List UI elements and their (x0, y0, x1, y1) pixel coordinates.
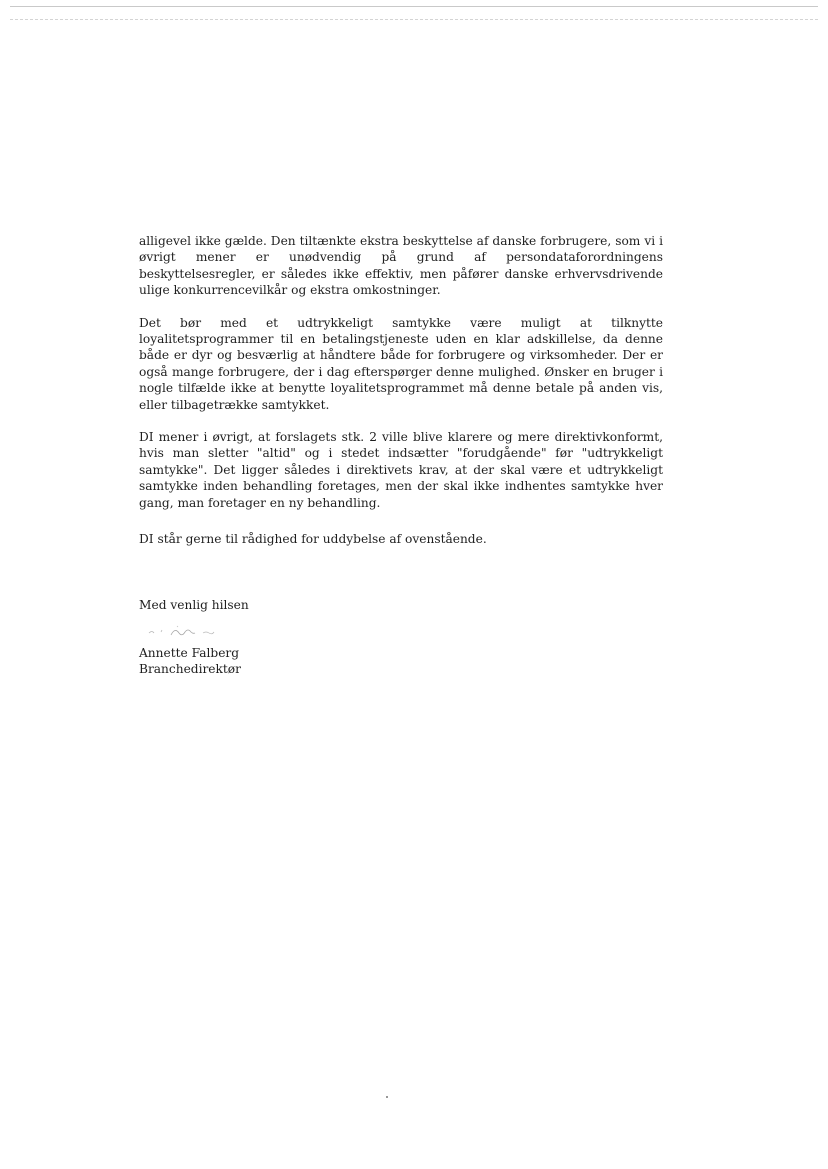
signer-block (139, 645, 241, 678)
greeting: Med venlig hilsen (139, 598, 249, 612)
paragraph-2: Det bør med et udtrykkeligt samtykke være muligt at tilknytte loyalitetsprogrammer til en betalingstjeneste uden en klar adskillelse, da denne både er dyr og besværlig at håndtere både for forbrugere og virksomheder. Der er også mange forbrugere, der i dag efterspørger denne mulighed. Ønsker en bruger i nogle tilfælde ikke at benytte loyalitetsprogrammet må denne betale på anden vis, eller tilbagetrække samtykket. (139, 315, 663, 412)
closing-offer-block (139, 531, 659, 547)
signer-name: Annette Falberg (139, 646, 240, 660)
signer-title: Branchedirektør (139, 662, 241, 677)
offer-text: DI står gerne til rådighed for uddybelse af ovenstående. (139, 532, 487, 546)
scan-top-edge (10, 6, 818, 20)
letter-body (139, 233, 663, 527)
paragraph-1: alligevel ikke gælde. Den tiltænkte ekstra beskyttelse af danske forbrugere, som vi i øvrigt mener er unødvendig på grund af persondataforordningens beskyttelsesregler, er således ikke effektiv, men påfører danske erhvervsdrivende ulige konkurrencevilkår og ekstra omkostninger. (139, 234, 663, 298)
paragraph-3: DI mener i øvrigt, at forslagets stk. 2 ville blive klarere og mere direktivkonformt, hvis man sletter "altid" og i stedet indsætter "forudgående" før "udtrykkeligt samtykke". Det ligger således i direktivets krav, at der skal være et udtrykkeligt samtykke inden behandling foretages, men der skal ikke indhentes samtykke hver gang, man foretager en ny behandling. (139, 430, 663, 510)
signoff-block (139, 597, 249, 613)
handwritten-signature (147, 621, 227, 643)
scan-speck (386, 1096, 388, 1098)
